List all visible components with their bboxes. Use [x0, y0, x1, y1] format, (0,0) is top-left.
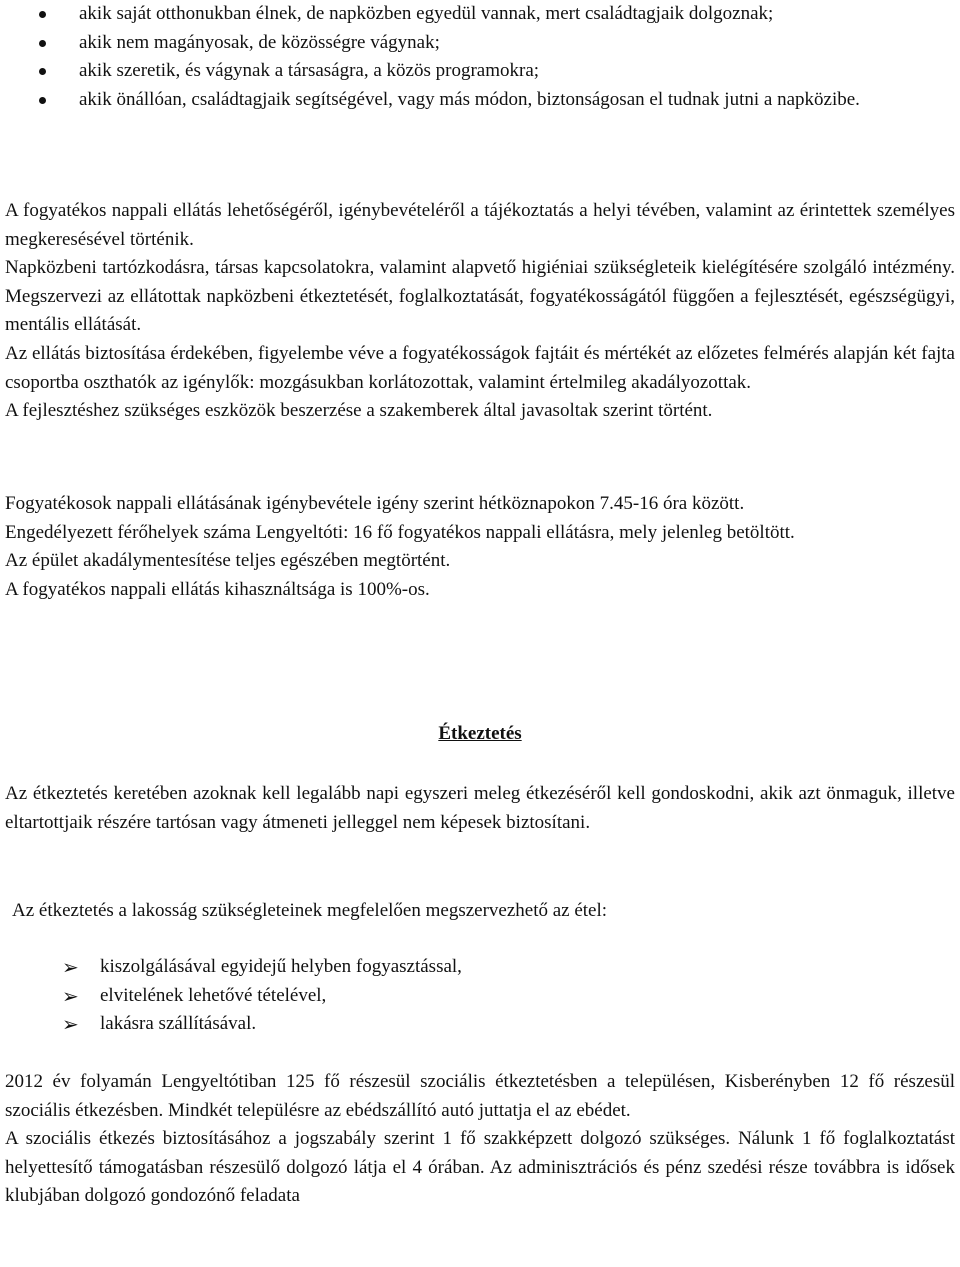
meal-lead-paragraph — [12, 897, 960, 926]
arrow-bullet-icon: ➢ — [62, 1012, 79, 1037]
bullet-text: akik önállóan, családtagjaik segítségével, vagy más módon, biztonságosan el tudnak jutni a napközibe. — [79, 88, 860, 110]
stats-paragraphs — [5, 1068, 955, 1211]
arrow-bullet-icon: ➢ — [62, 955, 79, 979]
list-item-text: kiszolgálásával egyidejű helyben fogyasztással, — [100, 956, 462, 977]
paragraph: Az étkeztetés a lakosság szükségleteinek megfelelően megszervezhető az étel: — [12, 900, 608, 921]
bullet-item — [0, 0, 940, 29]
info-paragraphs — [5, 197, 955, 426]
bullet-item — [0, 29, 940, 58]
paragraph: Fogyatékosok nappali ellátásának igénybevétele igény szerint hétköznapokon 7.45-16 óra között. — [5, 493, 745, 514]
section-heading: Étkeztetés — [438, 723, 522, 744]
paragraph: 2012 év folyamán Lengyeltótiban 125 fő részesül szociális étkeztetésben a településen, Kisberényben 12 fő részesül szociális étkezésben. Mindkét településre az ebédszállító autó juttatja el az ebédet. — [5, 1071, 955, 1121]
bullet-dot-icon — [39, 68, 46, 75]
arrow-bullet-icon: ➢ — [62, 983, 79, 1008]
schedule-paragraphs — [5, 490, 955, 604]
paragraph: A fejlesztéshez szükséges eszközök beszerzése a szakemberek által javasoltak szerint történt. — [5, 400, 713, 422]
bullet-text: akik saját otthonukban élnek, de napközben egyedül vannak, mert családtagjaik dolgoznak; — [79, 3, 774, 24]
bullet-dot-icon — [39, 11, 46, 18]
paragraph: A fogyatékos nappali ellátás kihasználtsága is 100%-os. — [5, 578, 430, 600]
bullet-item — [0, 86, 940, 115]
bullet-text: akik nem magányosak, de közösségre vágynak; — [79, 31, 440, 53]
meal-option-list — [0, 953, 960, 1039]
list-item-text: elvitelének lehetővé tételével, — [100, 984, 327, 1006]
paragraph: A fogyatékos nappali ellátás lehetőségéről, igénybevételéről a tájékoztatás a helyi tévében, valamint az érintettek személyes megkeresésével történik. — [5, 200, 955, 250]
list-item-text: lakásra szállításával. — [100, 1013, 257, 1035]
list-item — [0, 1010, 960, 1039]
paragraph: Az ellátás biztosítása érdekében, figyelembe véve a fogyatékosságok fajtáit és mértékét az előzetes felmérés alapján két fajta csoportba oszthatók az igénylők: mozgásukban korlátozottak, valamint értelmileg akadályozottak. — [5, 342, 955, 393]
list-item — [0, 982, 960, 1011]
paragraph: A szociális étkezés biztosításához a jogszabály szerint 1 fő szakképzett dolgozó szükséges. Nálunk 1 fő foglalkoztatást helyettesítő támogatásban részesülő dolgozó látja el 4 órában. Az adminisztrációs és pénz szedési része továbbra is idősek klubjában dolgozó gondozónő feladata — [5, 1128, 955, 1207]
eligibility-bullet-list — [0, 0, 960, 114]
paragraph: Az étkeztetés keretében azoknak kell legalább napi egyszeri meleg étkezéséről kell gondoskodni, akik azt önmaguk, illetve eltartottjaik részére tartósan vagy átmeneti jelleggel nem képesek biztosítani. — [5, 783, 955, 833]
bullet-text: akik szeretik, és vágynak a társaságra, a közös programokra; — [79, 60, 540, 82]
paragraph: Az épület akadálymentesítése teljes egészében megtörtént. — [5, 550, 451, 572]
bullet-dot-icon — [39, 40, 46, 47]
paragraph: Napközbeni tartózkodásra, társas kapcsolatokra, valamint alapvető higiéniai szükségleteik kielégítésére szolgáló intézmény. Megszervezi az ellátottak napközbeni étkeztetését, foglalkoztatását, fogyatékosságától függően a fejlesztését, egészségügyi, mentális ellátását. — [5, 257, 955, 336]
paragraph: Engedélyezett férőhelyek száma Lengyeltóti: 16 fő fogyatékos nappali ellátásra, mely jelenleg betöltött. — [5, 521, 795, 543]
bullet-dot-icon — [39, 97, 46, 104]
bullet-item — [0, 57, 940, 86]
list-item — [0, 953, 960, 982]
meal-intro-paragraph — [5, 780, 955, 837]
